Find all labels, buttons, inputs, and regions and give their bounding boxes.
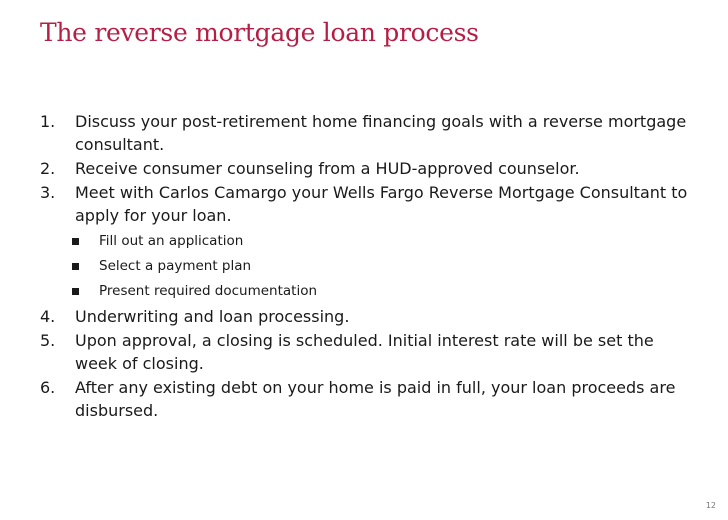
step-item [40, 305, 700, 328]
step-item [40, 181, 700, 304]
step-item [40, 329, 700, 375]
step-number: 6. [40, 378, 56, 397]
step-text: Underwriting and loan processing. [75, 307, 350, 326]
substep-item [40, 229, 700, 254]
square-bullet-icon [72, 263, 79, 270]
step-number: 3. [40, 183, 56, 202]
slide-title: The reverse mortgage loan process [40, 18, 479, 47]
step-number: 5. [40, 331, 56, 350]
step-text: After any existing debt on your home is paid in full, your loan proceeds are disbursed. [75, 378, 676, 420]
substeps-list [40, 229, 700, 304]
substep-text: Select a payment plan [99, 258, 252, 274]
step-item [40, 110, 700, 156]
process-steps-list [40, 110, 700, 423]
square-bullet-icon [72, 238, 79, 245]
step-number: 4. [40, 307, 56, 326]
step-number: 1. [40, 112, 56, 131]
step-text: Upon approval, a closing is scheduled. Initial interest rate will be set the week of closing. [75, 331, 654, 373]
square-bullet-icon [72, 288, 79, 295]
page-number: 12 [705, 501, 716, 510]
substep-item [40, 254, 700, 279]
step-text: Meet with Carlos Camargo your Wells Fargo Reverse Mortgage Consultant to apply for your loan. [75, 183, 688, 225]
step-text: Receive consumer counseling from a HUD-approved counselor. [75, 159, 580, 178]
substep-text: Present required documentation [99, 283, 318, 299]
substep-text: Fill out an application [99, 233, 244, 249]
step-item [40, 157, 700, 180]
step-text: Discuss your post-retirement home financing goals with a reverse mortgage consultant. [75, 112, 687, 154]
step-number: 2. [40, 159, 56, 178]
step-item [40, 376, 700, 422]
substep-item [40, 279, 700, 304]
